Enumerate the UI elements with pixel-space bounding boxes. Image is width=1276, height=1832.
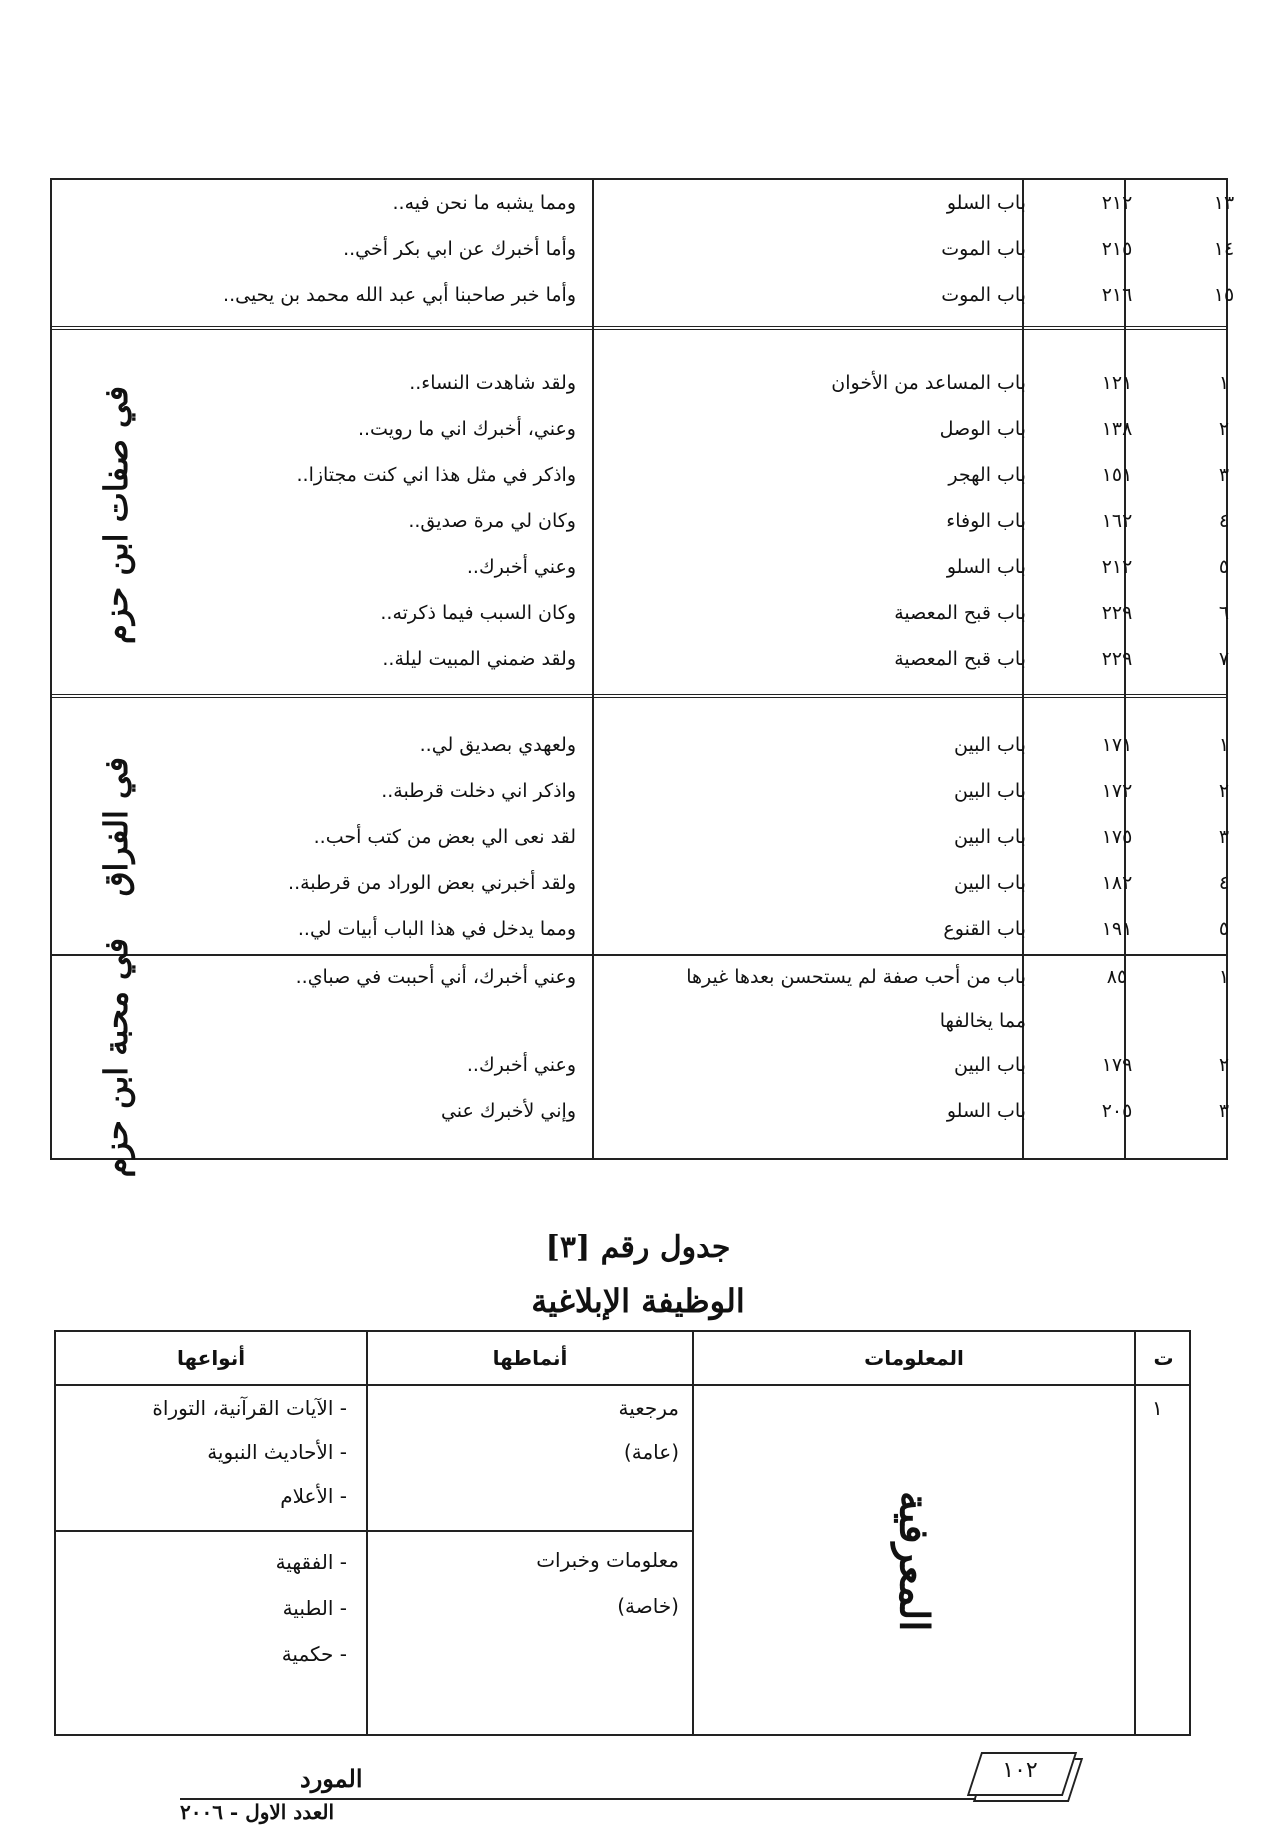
pattern-sub: (خاصة)	[617, 1594, 679, 1618]
row-number: ١	[1218, 372, 1230, 394]
table-row	[52, 730, 1230, 768]
issue-info: العدد الاول - ٢٠٠٦	[180, 1800, 335, 1824]
chapter-name: باب السلو	[946, 556, 1026, 578]
table-row	[52, 822, 1230, 860]
row-number: ١٤	[1213, 238, 1235, 260]
chapter-name: باب قبح المعصية	[894, 648, 1026, 670]
chapter-name: باب البين	[953, 826, 1026, 848]
chapter-name: باب الوصل	[939, 418, 1026, 440]
chapter-name: باب الوفاء	[946, 510, 1026, 532]
narrative-text: وأما خبر صاحبنا أبي عبد الله محمد بن يحيى..	[223, 284, 576, 306]
chapter-name: باب قبح المعصية	[894, 602, 1026, 624]
narratives-table	[50, 178, 1235, 1178]
row-number: ١	[1218, 734, 1230, 756]
page-ref: ١٧٩	[1101, 1054, 1133, 1076]
chapter-name: باب القنوع	[943, 918, 1026, 940]
header-types: أنواعها	[176, 1346, 246, 1370]
page-ref: ٢١٢	[1101, 192, 1133, 214]
row-number: ١٣	[1213, 192, 1235, 214]
table-row	[52, 368, 1230, 406]
row-number: ١	[1218, 966, 1230, 988]
page-ref: ١٥١	[1101, 464, 1133, 486]
pattern: مرجعية	[618, 1396, 679, 1420]
chapter-name: باب البين	[953, 734, 1026, 756]
group-divider	[52, 954, 1226, 956]
page-ref: ٢١٦	[1101, 284, 1133, 306]
type-item: - الآيات القرآنية، التوراة	[152, 1396, 347, 1420]
narrative-text: وأما أخبرك عن ابي بكر أخي..	[343, 238, 576, 260]
row-number: ٤	[1218, 872, 1230, 894]
page-ref: ١٩١	[1101, 918, 1133, 940]
header-info: المعلومات	[864, 1346, 964, 1370]
table-row	[52, 552, 1230, 590]
row-number: ٢	[1218, 418, 1230, 440]
row-number: ٥	[1218, 556, 1230, 578]
page-ref: ١٧١	[1101, 734, 1133, 756]
col-divider	[1134, 1332, 1136, 1734]
info-label	[694, 1386, 1134, 1736]
narrative-text: واذكر اني دخلت قرطبة..	[381, 780, 576, 802]
page-ref: ٢٠٥	[1101, 1100, 1133, 1122]
info-label-text: المعرفية	[890, 1490, 938, 1632]
page-ref: ٢٢٩	[1101, 648, 1133, 670]
row-number: ٥	[1218, 918, 1230, 940]
table-row	[52, 1096, 1230, 1134]
page-ref: ١٦٢	[1101, 510, 1133, 532]
header-patterns: أنماطها	[492, 1346, 568, 1370]
table-row	[52, 1050, 1230, 1088]
table-title: جدول رقم [٣]	[545, 1230, 731, 1265]
table-row	[52, 868, 1230, 906]
page-number-badge	[966, 1752, 1074, 1798]
page-ref: ٢١٢	[1101, 556, 1133, 578]
chapter-name: باب الموت	[941, 284, 1026, 306]
table-row	[52, 280, 1235, 318]
row-number: ٣	[1218, 464, 1230, 486]
narrative-text: ومما يدخل في هذا الباب أبيات لي..	[297, 918, 576, 940]
table-row	[52, 776, 1230, 814]
narrative-text: واذكر في مثل هذا اني كنت مجتازا..	[296, 464, 576, 486]
table-row	[52, 234, 1235, 272]
group-label-text: في الفراق	[97, 757, 135, 897]
page-ref: ١٢١	[1101, 372, 1133, 394]
narrative-text: ولقد أخبرني بعض الوراد من قرطبة..	[288, 872, 576, 894]
type-item: - الفقهية	[275, 1550, 347, 1574]
page-ref: ١٨٢	[1101, 872, 1133, 894]
page-ref: ١٣٨	[1101, 418, 1133, 440]
col-divider	[366, 1332, 368, 1734]
narrative-text: ومما يشبه ما نحن فيه..	[392, 192, 576, 214]
pattern: معلومات وخبرات	[536, 1548, 679, 1572]
group-divider	[52, 326, 1226, 330]
narrative-text: وكان لي مرة صديق..	[408, 510, 576, 532]
narrative-text: وإني لأخبرك عني	[440, 1100, 576, 1122]
table-row	[52, 598, 1230, 636]
type-item: - الأعلام	[280, 1484, 347, 1508]
table-row-continuation	[52, 1006, 1226, 1044]
table-row	[52, 962, 1230, 1000]
communicative-function-table	[54, 1330, 1191, 1736]
table-row	[52, 914, 1230, 952]
block-divider	[56, 1530, 692, 1532]
table-subtitle: الوظيفة الإبلاغية	[531, 1282, 745, 1320]
page-ref: ١٧٥	[1101, 826, 1133, 848]
narrative-text: وعني أخبرك..	[466, 1054, 576, 1076]
type-item: - الأحاديث النبوية	[207, 1440, 347, 1464]
group-label-text: في محبة ابن حزم	[97, 938, 135, 1178]
row-number: ٢	[1218, 1054, 1230, 1076]
narrative-text: لقد نعى الي بعض من كتب أحب..	[313, 826, 576, 848]
row-number: ٦	[1218, 602, 1230, 624]
row-number: ٣	[1218, 1100, 1230, 1122]
pattern-sub: (عامة)	[623, 1440, 679, 1464]
chapter-name: باب البين	[953, 1054, 1026, 1076]
chapter-name: باب من أحب صفة لم يستحسن بعدها غيرها	[686, 966, 1026, 988]
page-ref: ٢١٥	[1101, 238, 1133, 260]
row-number: ٧	[1218, 648, 1230, 670]
chapter-name-continued: مما يخالفها	[939, 1010, 1026, 1032]
journal-name: المورد	[300, 1764, 363, 1793]
narrative-text: ولعهدي بصديق لي..	[419, 734, 576, 756]
type-item: - الطبية	[282, 1596, 347, 1620]
page-ref: ١٧٢	[1101, 780, 1133, 802]
table-row	[52, 506, 1230, 544]
row-number: ١٥	[1213, 284, 1235, 306]
row-number: ١	[1152, 1396, 1163, 1420]
chapter-name: باب المساعد من الأخوان	[831, 372, 1026, 394]
narrative-text: وعني أخبرك..	[466, 556, 576, 578]
chapter-name: باب البين	[953, 780, 1026, 802]
chapter-name: باب الهجر	[948, 464, 1026, 486]
chapter-name: باب السلو	[946, 192, 1026, 214]
page-ref: ٨٥	[1106, 966, 1128, 988]
table-row	[52, 644, 1230, 682]
row-number: ٤	[1218, 510, 1230, 532]
narrative-text: وعني أخبرك، أني أحببت في صباي..	[295, 966, 576, 988]
narrative-text: وكان السبب فيما ذكرته..	[380, 602, 576, 624]
table-row	[52, 460, 1230, 498]
narrative-text: وعني، أخبرك اني ما رويت..	[357, 418, 576, 440]
chapter-name: باب الموت	[941, 238, 1026, 260]
page-number: ١٠٢	[1002, 1758, 1038, 1783]
group-label-text: في صفات ابن حزم	[97, 385, 135, 645]
group-divider	[52, 694, 1226, 698]
type-item: - حكمية	[281, 1642, 347, 1666]
row-number: ٢	[1218, 780, 1230, 802]
table-row	[52, 188, 1235, 226]
table-row	[52, 414, 1230, 452]
narrative-text: ولقد ضمني المبيت ليلة..	[382, 648, 576, 670]
narrative-text: ولقد شاهدت النساء..	[409, 372, 576, 394]
page-ref: ٢٢٩	[1101, 602, 1133, 624]
header-num: ت	[1153, 1346, 1174, 1370]
chapter-name: باب البين	[953, 872, 1026, 894]
chapter-name: باب السلو	[946, 1100, 1026, 1122]
row-number: ٣	[1218, 826, 1230, 848]
